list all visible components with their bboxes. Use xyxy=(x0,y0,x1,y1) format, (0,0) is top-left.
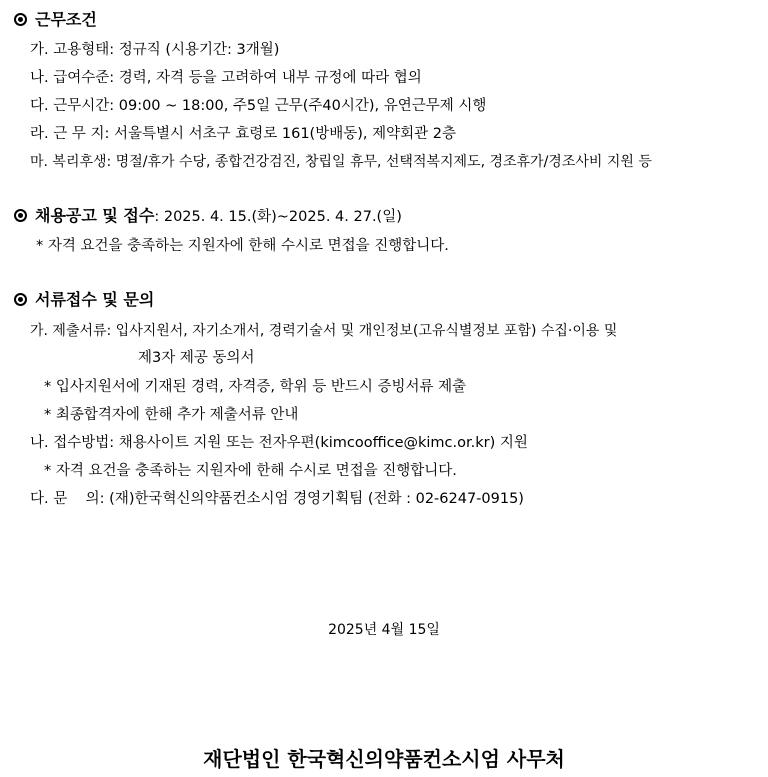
section-heading-application xyxy=(14,290,154,310)
organization-name: 재단법인 한국혁신의약품컨소시엄 사무처 xyxy=(203,747,565,771)
employment-type-line: 가. 고용형태: 정규직 (시용기간: 3개월) xyxy=(30,42,280,58)
interview-note: * 자격 요건을 충족하는 지원자에 한해 수시로 면접을 진행합니다. xyxy=(36,238,449,254)
required-documents-line: 가. 제출서류: 입사지원서, 자기소개서, 경력기술서 및 개인정보(고유식별정보 포함) 수집·이용 및 xyxy=(30,323,618,339)
section-heading-label: 근무조건 xyxy=(35,10,97,29)
circle-bullet-icon xyxy=(14,209,27,222)
section-heading-label: 서류접수 및 문의 xyxy=(35,290,155,309)
section-heading-work-conditions xyxy=(14,10,97,30)
section-heading-label: 채용공고 및 접수 xyxy=(35,206,155,225)
documents-note-proof: * 입사지원서에 기재된 경력, 자격증, 학위 등 반드시 증빙서류 제출 xyxy=(44,379,467,395)
salary-line: 나. 급여수준: 경력, 자격 등을 고려하여 내부 규정에 따라 협의 xyxy=(30,70,422,86)
required-documents-line-continued: 제3자 제공 동의서 xyxy=(138,350,255,366)
circle-bullet-icon xyxy=(14,13,27,26)
application-method-line: 나. 접수방법: 채용사이트 지원 또는 전자우편(kimcooffice@kimc.or.kr) 지원 xyxy=(30,435,528,451)
notice-date: 2025년 4월 15일 xyxy=(328,622,440,638)
work-location-line: 라. 근 무 지: 서울특별시 서초구 효령로 161(방배동), 제약회관 2층 xyxy=(30,126,456,142)
contact-line: 다. 문 의: (재)한국혁신의약품컨소시엄 경영기획팀 (전화 : 02-6247-0915) xyxy=(30,491,524,507)
documents-note-final: * 최종합격자에 한해 추가 제출서류 안내 xyxy=(44,407,299,423)
benefits-line: 마. 복리후생: 명절/휴가 수당, 종합건강검진, 창립일 휴무, 선택적복지제도, 경조휴가/경조사비 지원 등 xyxy=(30,154,652,170)
work-hours-line: 다. 근무시간: 09:00 ~ 18:00, 주5일 근무(주40시간), 유연근무제 시행 xyxy=(30,98,487,114)
recruitment-period: : 2025. 4. 15.(화)~2025. 4. 27.(일) xyxy=(154,209,402,225)
circle-bullet-icon xyxy=(14,293,27,306)
method-interview-note: * 자격 요건을 충족하는 지원자에 한해 수시로 면접을 진행합니다. xyxy=(44,463,457,479)
section-heading-recruitment xyxy=(14,206,402,227)
